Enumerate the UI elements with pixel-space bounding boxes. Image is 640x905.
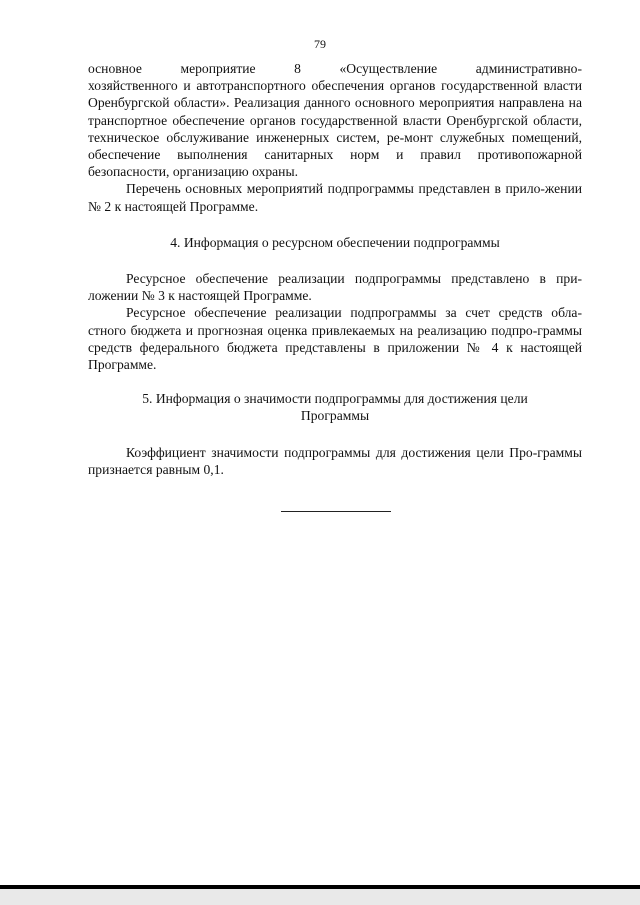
section4-paragraph-2: Ресурсное обеспечение реализации подпрограммы за счет средств обла-стного бюджета и прогнозная оценка привлекаемых на реализацию подпро-граммы средств федерального бюджета представлены в приложении № 4 к настоящей Программе. [88,305,582,373]
section3-text-first-line: основное мероприятие 8 «Осуществление административно- [88,61,582,76]
spacer [88,251,582,270]
section4-paragraph-1: Ресурсное обеспечение реализации подпрограммы представлено в при-ложении № 3 к настоящей Программе. [88,271,582,304]
end-separator-line [281,511,391,512]
spacer [88,425,582,444]
section3-text-continuation: хозяйственного и автотранспортного обеспечения органов государственной власти Оренбургской области». Реализация данного основного мероприятия направлена на транспортное обеспечение органов государственной власти Оренбургской области, техническое обслуживание инженерных систем, ре-монт служебных помещений, обеспечение выполнения санитарных норм и правил противопожарной безопасности, организацию охраны. [88,78,582,180]
section5-heading-line-1: 5. Информация о значимости подпрограммы для достижения цели [142,391,528,407]
section4-heading: 4. Информация о ресурсном обеспечении подпрограммы [170,234,500,250]
section5-heading-line-2: Программы [300,408,370,424]
section5-paragraph: Коэффициент значимости подпрограммы для достижения цели Про-граммы признается равным 0,1. [88,444,582,477]
spacer [88,373,582,390]
spacer [88,215,582,234]
page-number: 79 [314,37,326,51]
appendix-2-paragraph: Перечень основных мероприятий подпрограммы представлен в прило-жении № 2 к настоящей Программе. [88,181,582,214]
scan-bottom-shade [0,889,640,905]
page-content [88,60,582,478]
